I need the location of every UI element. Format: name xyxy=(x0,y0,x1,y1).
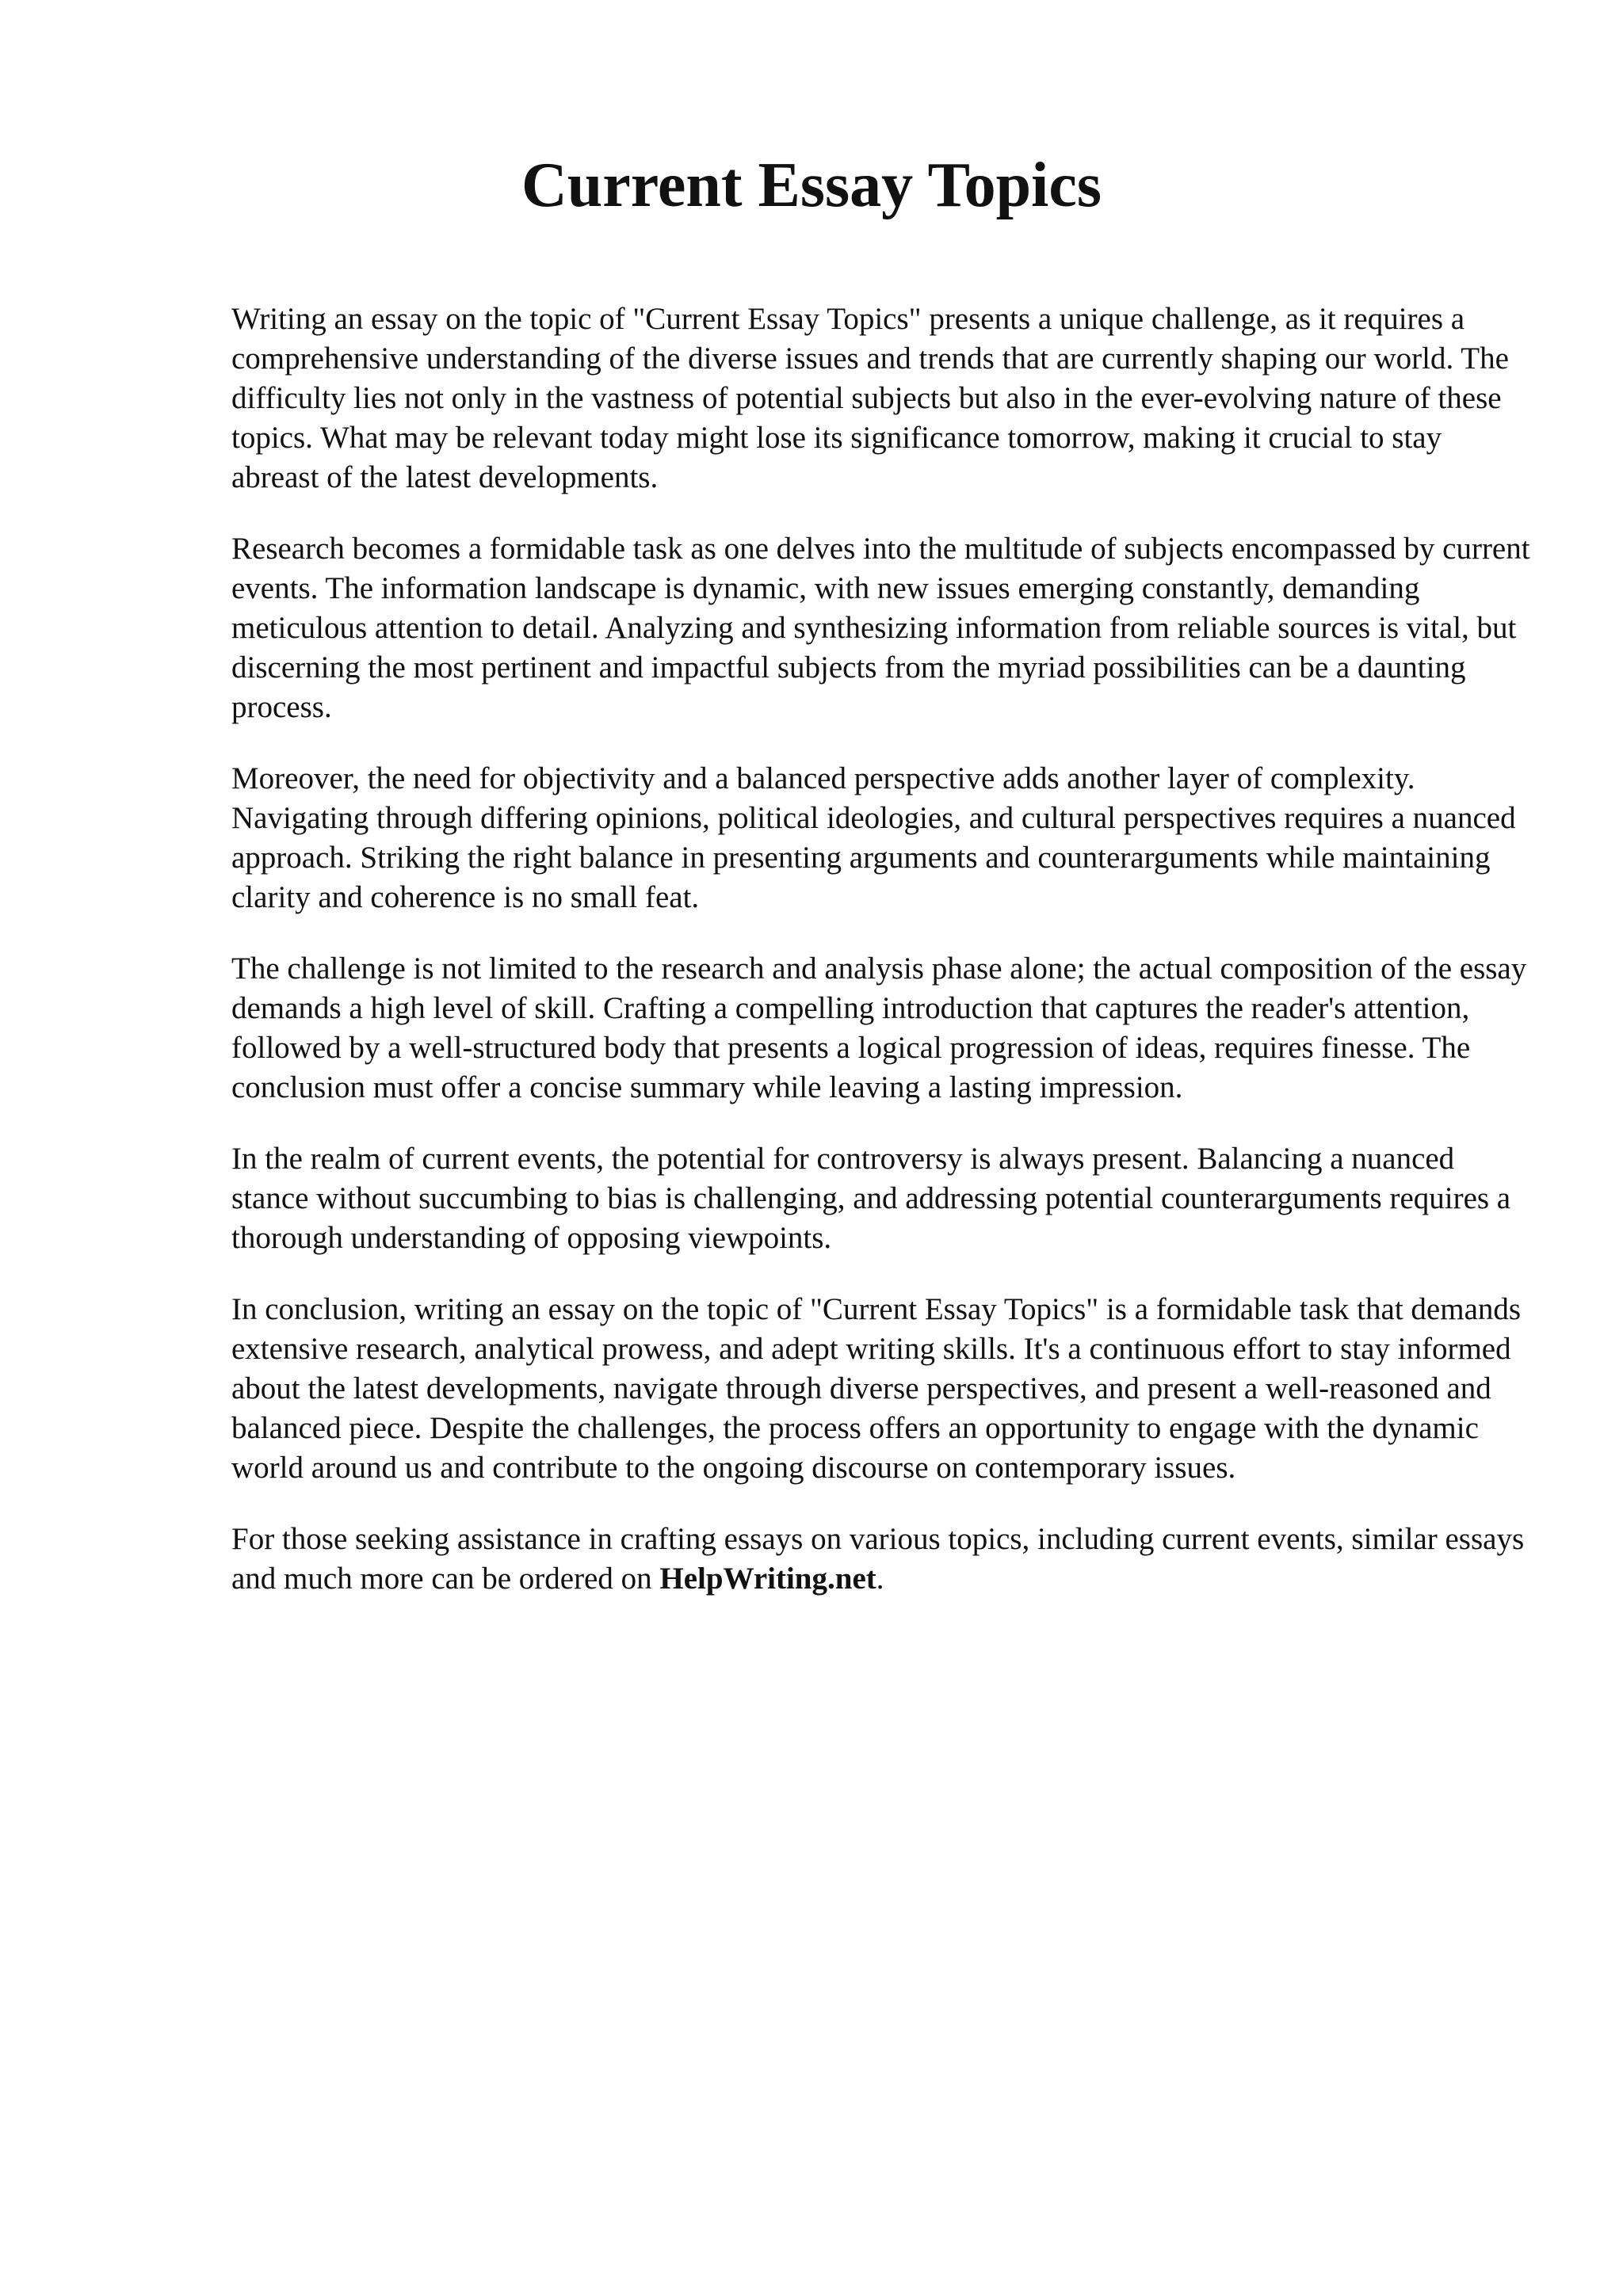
paragraph-conclusion: In conclusion, writing an essay on the topic of "Current Essay Topics" is a formidable task that demands extensive research, analytical prowess, and adept writing skills. It's a continuous effort to stay informed about the latest developments, navigate through diverse perspectives, and present a well-reasoned and balanced piece. Despite the challenges, the process offers an opportunity to engage with the dynamic world around us and contribute to the ongoing discourse on contemporary issues. xyxy=(231,1292,1522,1485)
paragraph-closing xyxy=(231,1520,1531,1599)
page-title: Current Essay Topics xyxy=(521,151,1102,220)
brand-link[interactable]: HelpWriting.net xyxy=(659,1562,876,1596)
closing-period: . xyxy=(876,1562,884,1596)
paragraph-composition: The challenge is not limited to the research and analysis phase alone; the actual composition of the essay demands a high level of skill. Crafting a compelling introduction that captures the reader's attention, followed by a well-structured body that presents a logical progression of ideas, requires finesse. The conclusion must offer a concise summary while leaving a lasting impression. xyxy=(231,952,1527,1104)
paragraph-objectivity: Moreover, the need for objectivity and a balanced perspective adds another layer of complexity. Navigating through differing opinions, political ideologies, and cultural perspectives requires a nuanced approach. Striking the right balance in presenting arguments and counterarguments while maintaining clarity and coherence is no small feat. xyxy=(231,761,1516,914)
paragraph-controversy: In the realm of current events, the potential for controversy is always present. Balancing a nuanced stance without succumbing to bias is challenging, and addressing potential counterarguments requires a thorough understanding of opposing viewpoints. xyxy=(231,1142,1511,1255)
paragraph-research: Research becomes a formidable task as one delves into the multitude of subjects encompassed by current events. The information landscape is dynamic, with new issues emerging constantly, demanding meticulous attention to detail. Analyzing and synthesizing information from reliable sources is vital, but discerning the most pertinent and impactful subjects from the myriad possibilities can be a daunting process. xyxy=(231,532,1530,724)
document-body xyxy=(231,299,1531,1630)
paragraph-intro: Writing an essay on the topic of "Current Essay Topics" presents a unique challenge, as it requires a comprehensive understanding of the diverse issues and trends that are currently shaping our world. The difficulty lies not only in the vastness of potential subjects but also in the ever-evolving nature of these topics. What may be relevant today might lose its significance tomorrow, making it crucial to stay abreast of the latest developments. xyxy=(231,302,1509,494)
closing-text: For those seeking assistance in crafting essays on various topics, including current events, similar essays and much more can be ordered on xyxy=(231,1522,1525,1596)
